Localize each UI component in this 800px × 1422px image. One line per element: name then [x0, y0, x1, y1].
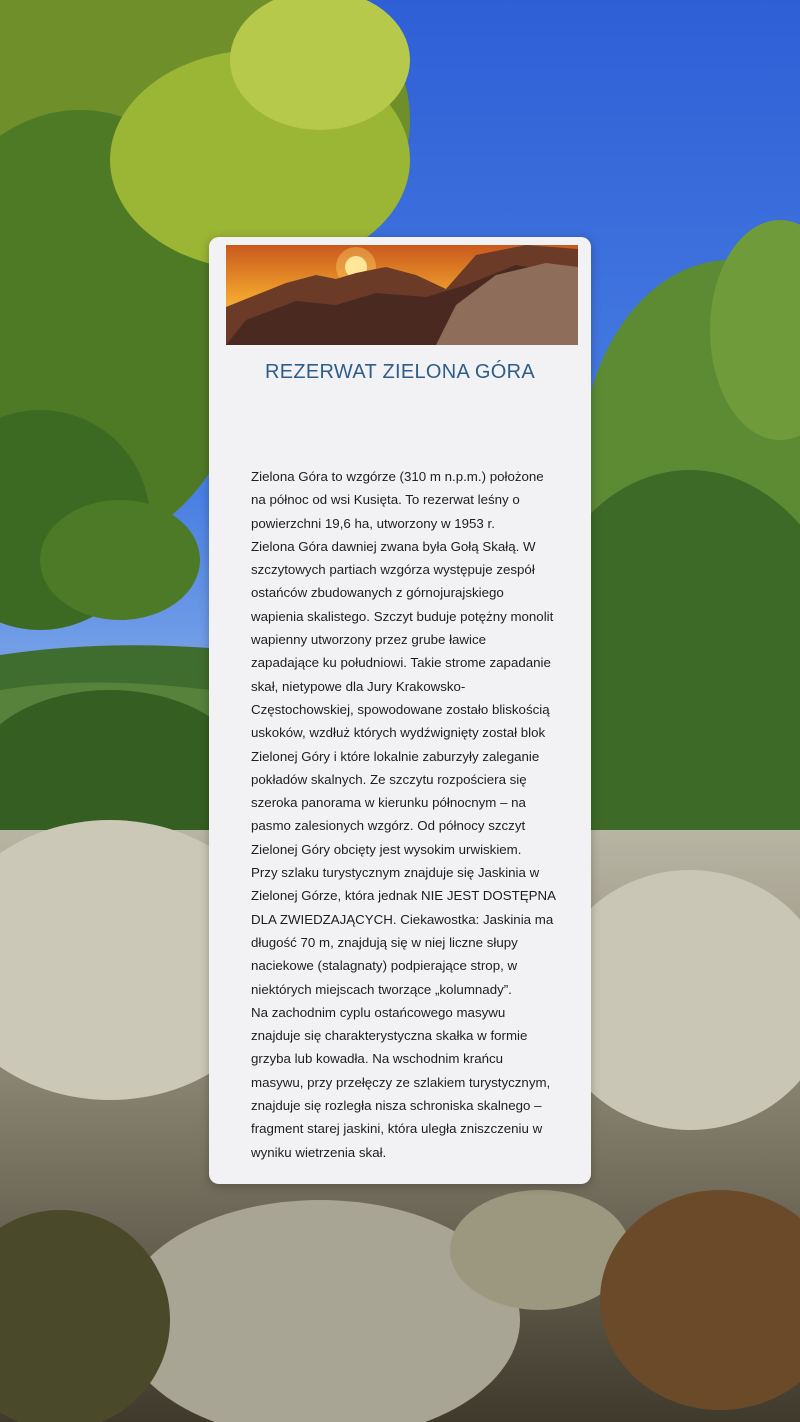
page-title: REZERWAT ZIELONA GÓRA: [264, 361, 536, 383]
description-text: [251, 465, 556, 1164]
description-paragraph: Przy szlaku turystycznym znajduje się Jaskinia w Zielonej Górze, która jednak NIE JEST DOSTĘPNA DLA ZWIEDZAJĄCYCH. Ciekawostka: Jaskinia ma długość 70 m, znajdują się w niej liczne słupy naciekowe (stalagnaty) podpierające strop, w niektórych miejscach tworzące „kolumnady”.: [251, 865, 556, 997]
description-paragraph: Zielona Góra to wzgórze (310 m n.p.m.) położone na północ od wsi Kusięta. To rezerwat leśny o powierzchni 19,6 ha, utworzony w 1953 r.: [251, 469, 544, 531]
description-paragraph: Na zachodnim cyplu ostańcowego masywu znajduje się charakterystyczna skałka w formie grzyba lub kowadła. Na wschodnim krańcu masywu, przy przełęczy ze szlakiem turystycznym, znajduje się rozległa nisza schroniska skalnego – fragment starej jaskini, która uległa zniszczeniu w wyniku wietrzenia skał.: [251, 1004, 551, 1160]
description-paragraph: Zielona Góra dawniej zwana była Gołą Skałą. W szczytowych partiach wzgórza występuje zespół ostańców zbudowanych z górnojurajskiego wapienia skalistego. Szczyt buduje potężny monolit wapienny utworzony przez grube ławice zapadające ku południowi. Takie strome zapadanie skał, nietypowe dla Jury Krakowsko-Częstochowskiej, spowodowane zostało bliskością uskoków, wzdłuż których wydźwignięty został blok Zielonej Góry i które lokalnie zaburzyły zaleganie pokładów skalnych. Ze szczytu rozpościera się szeroka panorama w kierunku północnym – na pasmo zalesionych wzgórz. Od północy szczyt Zielonej Góry obcięty jest wysokim urwiskiem.: [251, 538, 554, 857]
banner-image: [226, 245, 578, 345]
info-card: [209, 237, 591, 1184]
